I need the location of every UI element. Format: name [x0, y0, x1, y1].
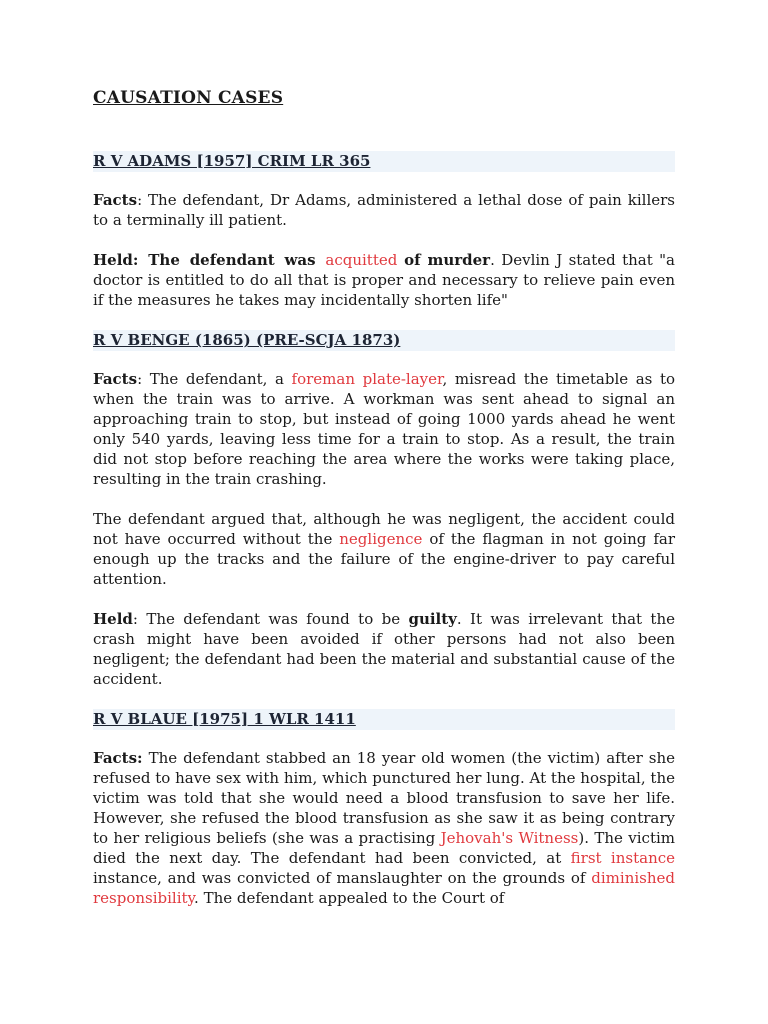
held-text-rest: . Devlin J stated that "a doctor is entitled to do all that is proper and necessary to relieve pain even if the measures he takes may incidentally shorten life" [93, 251, 675, 309]
facts-text-2: ). The victim died the next day. The defendant had been convicted, at [93, 829, 675, 867]
held-guilty: guilty [408, 610, 457, 628]
link-foreman-plate-layer[interactable]: foreman plate-layer [291, 370, 443, 388]
argument-paragraph-benge [93, 509, 675, 589]
link-acquitted[interactable]: acquitted [325, 251, 398, 269]
facts-text: : The defendant, a [137, 370, 292, 388]
link-first-instance[interactable]: first instance [570, 849, 676, 867]
held-text: : The defendant was found to be [132, 610, 409, 628]
facts-label: Facts [93, 191, 138, 209]
held-paragraph-benge [93, 609, 675, 689]
facts-text-3: instance, and was convicted of manslaughter on the grounds of [93, 869, 592, 887]
facts-paragraph-adams [93, 190, 675, 230]
case-heading-blaue: R V BLAUE [1975] 1 WLR 1411 [93, 709, 675, 730]
facts-text: : The defendant, Dr Adams, administered a lethal dose of pain killers to a terminally ill patient. [93, 191, 675, 229]
case-heading-adams: R V ADAMS [1957] CRIM LR 365 [93, 151, 675, 172]
held-text-murder: of murder [397, 251, 491, 269]
held-label: Held [93, 610, 133, 628]
link-jehovahs-witness[interactable]: Jehovah's Witness [440, 829, 579, 847]
facts-text-rest: , misread the timetable as to when the train was to arrive. A workman was sent ahead to signal an approaching train to stop, but instead of going 1000 yards ahead he went only 540 yards, leaving less time for a train to stop. As a result, the train did not stop before reaching the area where the works were taking place, resulting in the train crashing. [93, 370, 676, 488]
facts-label: Facts: [93, 749, 143, 767]
facts-text-4: . The defendant appealed to the Court of [194, 889, 505, 907]
argument-text: The defendant argued that, although he was negligent, the accident could not have occurred without the [93, 510, 675, 548]
link-diminished-responsibility[interactable]: diminished responsibility [93, 869, 675, 907]
facts-paragraph-blaue [93, 748, 675, 908]
facts-label: Facts [93, 370, 138, 388]
held-text-rest: . It was irrelevant that the crash might have been avoided if other persons had not also been negligent; the defendant had been the material and substantial cause of the accident. [93, 610, 675, 688]
held-paragraph-adams [93, 250, 675, 310]
held-label: Held [93, 251, 133, 269]
page-title: CAUSATION CASES [93, 88, 284, 108]
case-heading-benge: R V BENGE (1865) (PRE-SCJA 1873) [93, 330, 675, 351]
link-negligence[interactable]: negligence [339, 530, 423, 548]
held-text: : The defendant was [132, 251, 326, 269]
facts-paragraph-benge [93, 369, 675, 489]
facts-text: The defendant stabbed an 18 year old women (the victim) after she refused to have sex with him, which punctured her lung. At the hospital, the victim was told that she would need a blood transfusion to save her life. However, she refused the blood transfusion as she saw it as being contrary to her religious beliefs (she was a practising [93, 749, 675, 847]
argument-text-rest: of the flagman in not going far enough up the tracks and the failure of the engine-driver to pay careful attention. [93, 530, 676, 588]
